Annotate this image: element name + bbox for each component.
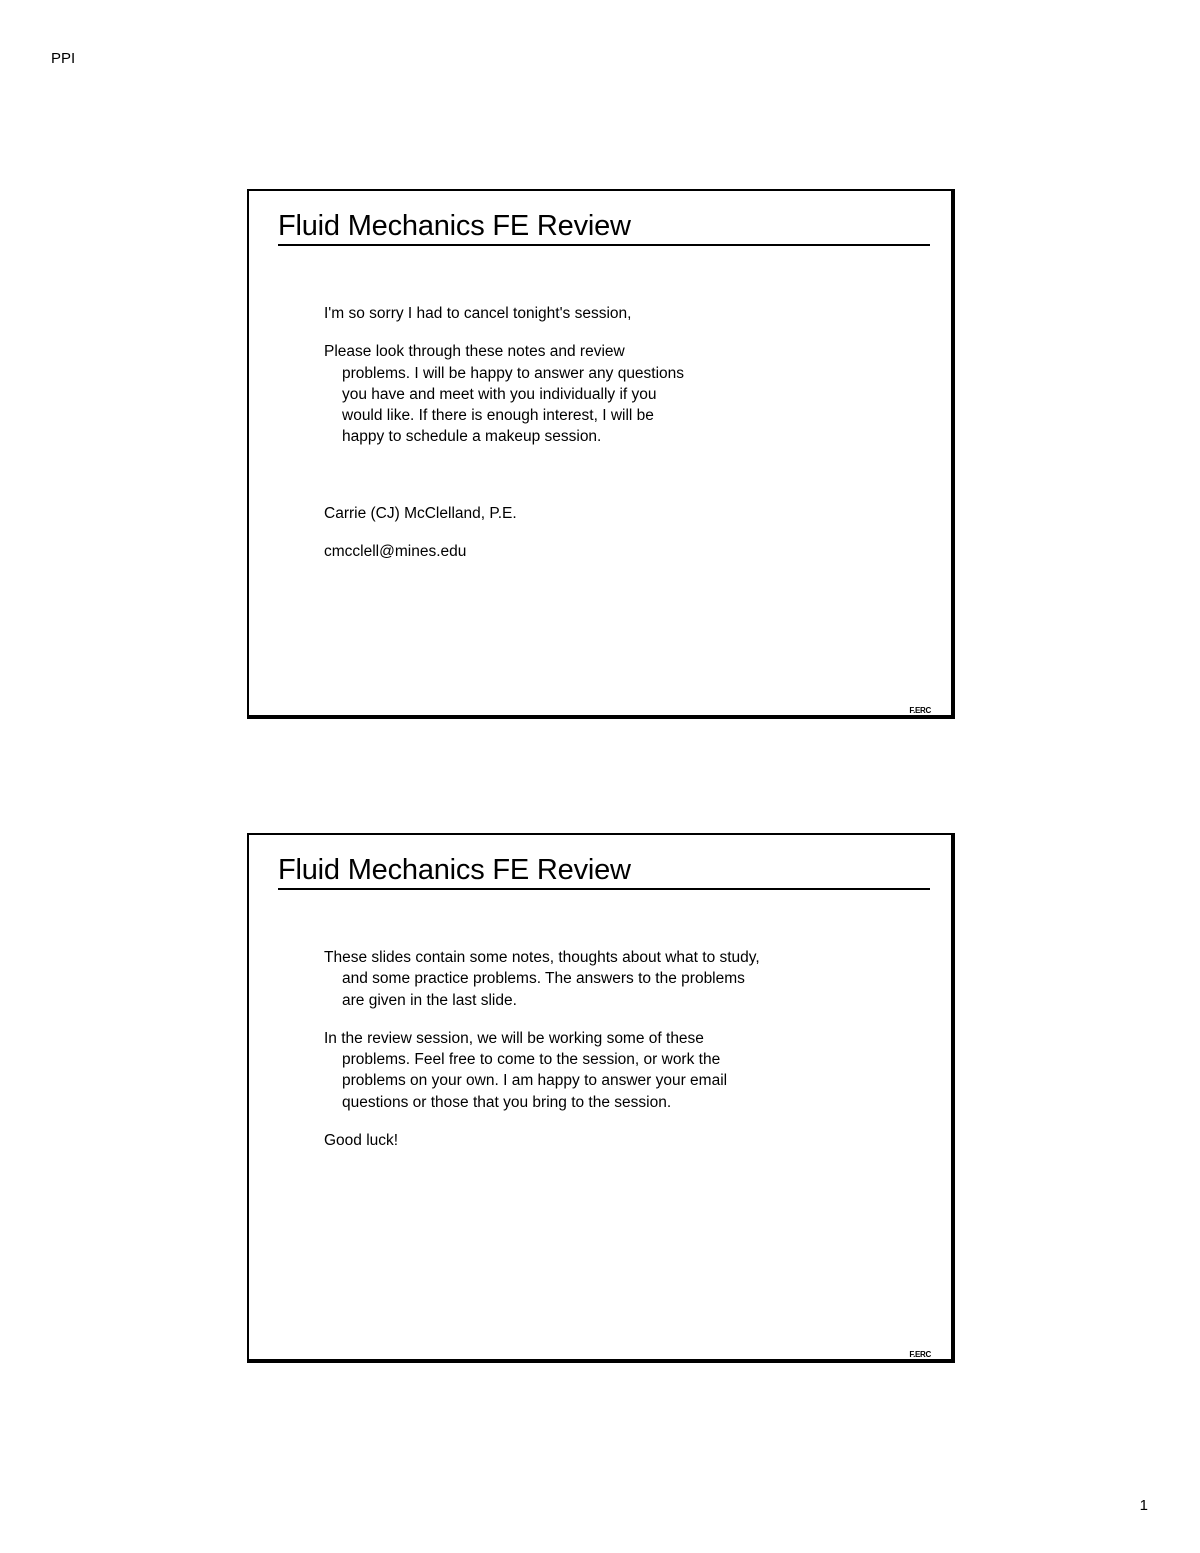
slide-logo: F.ERC <box>909 1350 931 1359</box>
slide-1 <box>247 189 955 719</box>
page-number: 1 <box>1139 1497 1148 1514</box>
spacer <box>324 465 844 503</box>
overview-text: These slides contain some notes, thoughts about what to study, and some practice problems. The answers to the problems are given in the last slide. <box>324 949 760 1009</box>
author-name: Carrie (CJ) McClelland, P.E. <box>324 504 517 522</box>
slide-title: Fluid Mechanics FE Review <box>278 208 930 246</box>
slide-body <box>324 303 844 579</box>
author-email: cmcclell@mines.edu <box>324 543 467 561</box>
instructions-text: Please look through these notes and review problems. I will be happy to answer any questions you have and meet with you individually if you would like. If there is enough interest, I will be happy to schedule a makeup session. <box>324 343 685 446</box>
closing-text: Good luck! <box>324 1132 399 1150</box>
slide-2 <box>247 833 955 1363</box>
slide-body <box>324 947 864 1168</box>
page-header: PPI <box>51 50 76 67</box>
slide-title: Fluid Mechanics FE Review <box>278 852 930 890</box>
slide-logo: F.ERC <box>909 706 931 715</box>
session-text: In the review session, we will be working some of these problems. Feel free to come to the session, or work the problems on your own. I am happy to answer your email questions or those that you bring to the session. <box>324 1029 728 1111</box>
apology-text: I'm so sorry I had to cancel tonight's session, <box>324 305 632 322</box>
